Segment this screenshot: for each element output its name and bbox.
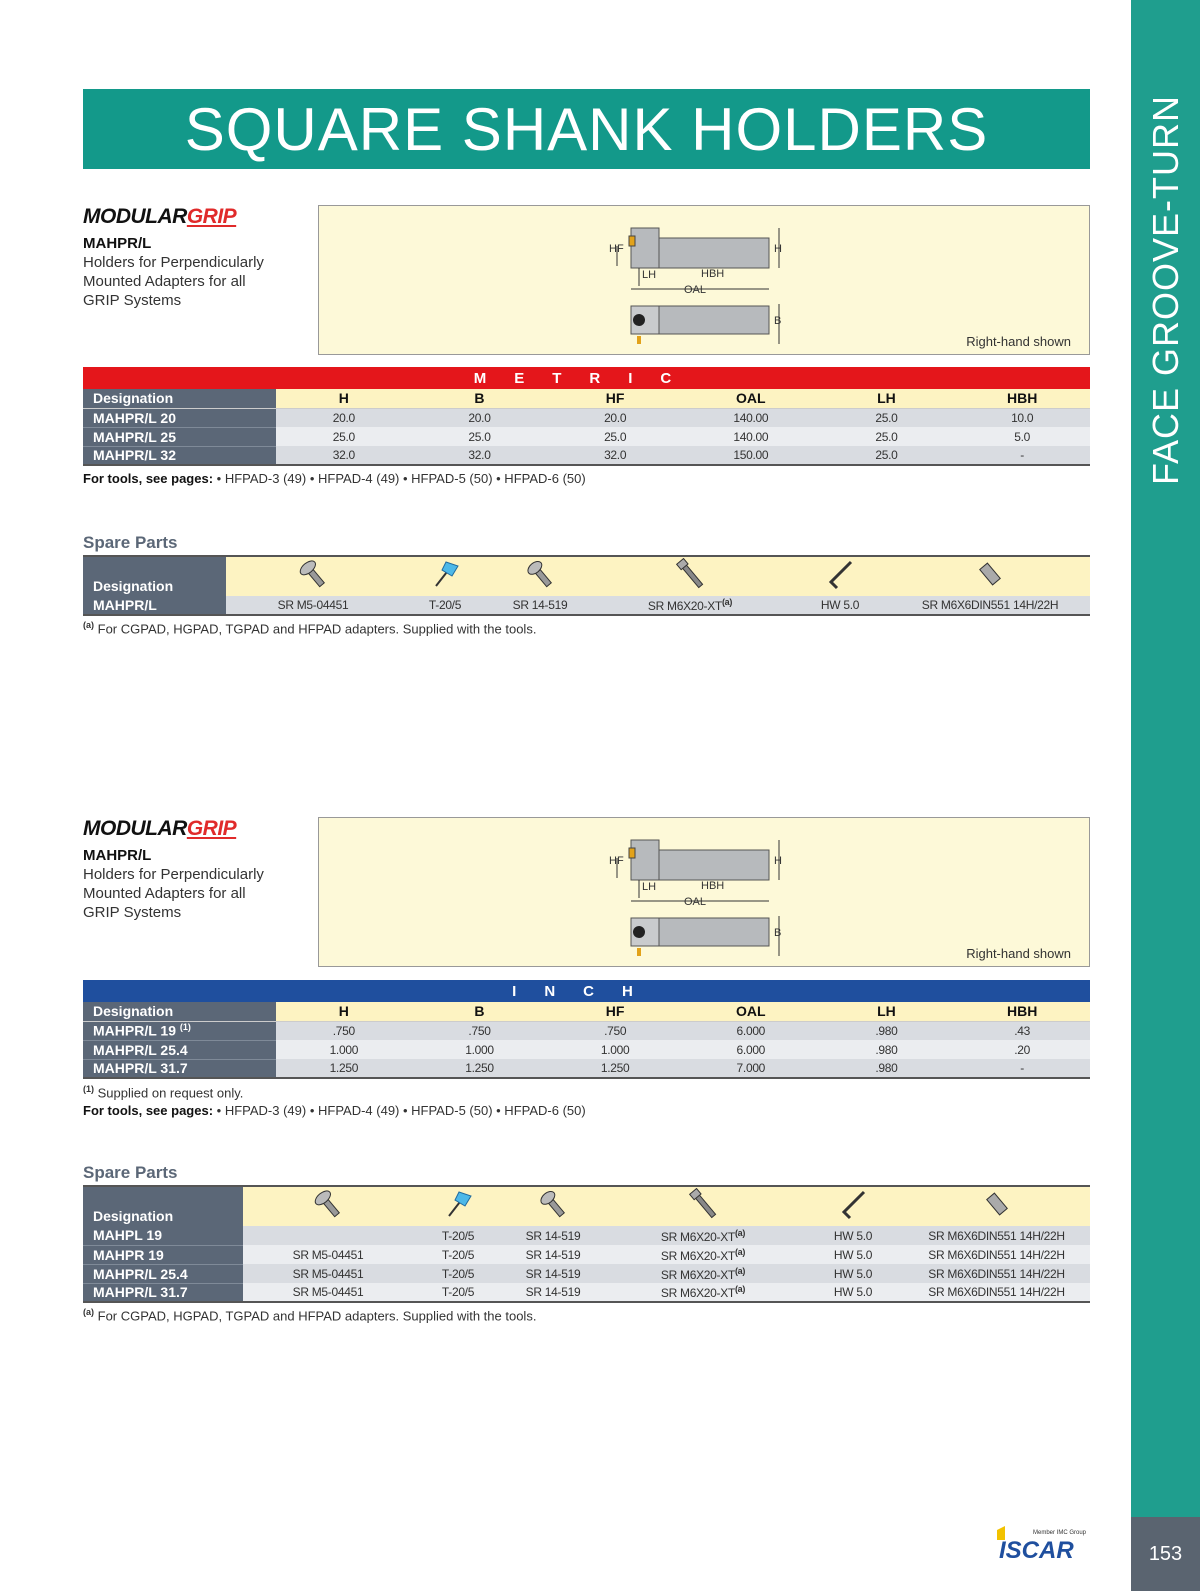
svg-text:H: H: [774, 855, 782, 867]
modular-grip-logo: MODULARGRIP: [83, 817, 237, 840]
col-lh: LH: [819, 1002, 955, 1021]
right-hand-note: Right-hand shown: [966, 946, 1071, 961]
product-description: Holders for Perpendicularly Mounted Adapters for all GRIP Systems: [83, 254, 264, 309]
page-title: SQUARE SHANK HOLDERS: [83, 89, 1090, 169]
col-hf: HF: [547, 389, 683, 408]
iscar-logo: [997, 1526, 1091, 1562]
torx-key-icon: [413, 1186, 503, 1226]
product-name: MAHPR/L: [83, 847, 152, 864]
svg-text:HF: HF: [609, 855, 624, 867]
tools-reference: For tools, see pages: • HFPAD-3 (49) • HFPAD-4 (49) • HFPAD-5 (50) • HFPAD-6 (50): [83, 1103, 586, 1119]
hex-wrench-icon: [790, 556, 890, 596]
svg-text:H: H: [774, 243, 782, 255]
svg-text:LH: LH: [642, 269, 657, 281]
table-row: MAHPR/L 31.7 SR M5-04451 T-20/5 SR 14-519 SR M6X20-XT$^{(a)}$ HW 5.0 SR M6X6DIN551 14H/22H: [83, 1283, 1090, 1302]
svg-text:LH: LH: [642, 881, 657, 893]
spare-col-designation: Designation: [83, 556, 226, 596]
col-oal: OAL: [683, 1002, 819, 1021]
svg-text:HF: HF: [609, 243, 624, 255]
col-b: B: [412, 1002, 548, 1021]
col-oal: OAL: [683, 389, 819, 408]
metric-band: METRIC: [83, 367, 1090, 389]
torx-key-icon: [400, 556, 490, 596]
svg-text:HBH: HBH: [701, 880, 725, 892]
clamp-screw-icon: [490, 556, 590, 596]
table-row: MAHPR/L 31.7 1.250 1.250 1.250 7.000 .980 -: [83, 1059, 1090, 1078]
brand-tagline: Member IMC Group: [1033, 1530, 1087, 1536]
col-hf: HF: [547, 1002, 683, 1021]
col-b: B: [412, 389, 548, 408]
svg-text:OAL: OAL: [684, 284, 707, 296]
spare-parts-title: Spare Parts: [83, 1163, 178, 1182]
set-screw-icon: [903, 1186, 1090, 1226]
table-row: MAHPR/L 20 20.0 20.0 20.0 140.00 25.0 10.0: [83, 408, 1090, 427]
side-label: FACE GROOVE-TURN: [1144, 94, 1186, 486]
metric-table: [83, 367, 1090, 486]
screw-icon: [226, 556, 400, 596]
inch-band: INCH: [83, 980, 1090, 1002]
col-hbh: HBH: [954, 1002, 1090, 1021]
screw-icon: [243, 1186, 413, 1226]
spare-note: $^{(a)}$ For CGPAD, HGPAD, TGPAD and HFPAD adapters. Supplied with the tools.: [83, 620, 537, 637]
inch-product-header: [83, 817, 1090, 967]
svg-text:OAL: OAL: [684, 896, 707, 908]
spare-note: $^{(a)}$ For CGPAD, HGPAD, TGPAD and HFPAD adapters. Supplied with the tools.: [83, 1307, 537, 1324]
table-row: MAHPR/L 19 $^{(1)}$ .750 .750 .750 6.000 .980 .43: [83, 1021, 1090, 1040]
right-hand-note: Right-hand shown: [966, 334, 1071, 349]
tools-reference: For tools, see pages: • HFPAD-3 (49) • HFPAD-4 (49) • HFPAD-5 (50) • HFPAD-6 (50): [83, 471, 586, 486]
col-hbh: HBH: [954, 389, 1090, 408]
svg-text:ISCAR: ISCAR: [999, 1537, 1074, 1562]
col-lh: LH: [819, 389, 955, 408]
product-name: MAHPR/L: [83, 235, 152, 252]
set-screw-icon: [890, 556, 1090, 596]
col-designation: Designation: [83, 389, 276, 408]
inch-spare-parts: [83, 1163, 1090, 1323]
spare-parts-title: Spare Parts: [83, 533, 178, 552]
modular-grip-logo: MODULARGRIP: [83, 205, 237, 228]
bolt-icon: [590, 556, 790, 596]
table-row: MAHPR 19 SR M5-04451 T-20/5 SR 14-519 SR M6X20-XT$^{(a)}$ HW 5.0 SR M6X6DIN551 14H/22H: [83, 1245, 1090, 1264]
svg-text:HBH: HBH: [701, 268, 725, 280]
spare-col-designation: Designation: [83, 1186, 243, 1226]
table-row: MAHPL 19 T-20/5 SR 14-519 SR M6X20-XT$^{(a)}$ HW 5.0 SR M6X6DIN551 14H/22H: [83, 1226, 1090, 1245]
holder-diagram: [318, 817, 1090, 967]
page-number: 153: [1131, 1517, 1200, 1591]
bolt-icon: [603, 1186, 803, 1226]
inch-table: [83, 980, 1090, 1118]
clamp-screw-icon: [503, 1186, 603, 1226]
col-h: H: [276, 389, 412, 408]
footnote: $^{(1)}$ Supplied on request only.: [83, 1084, 244, 1101]
metric-spare-parts: [83, 533, 1090, 636]
holder-diagram: [318, 205, 1090, 355]
table-row: MAHPR/L 25.4 SR M5-04451 T-20/5 SR 14-519 SR M6X20-XT$^{(a)}$ HW 5.0 SR M6X6DIN551 14H/22H: [83, 1264, 1090, 1283]
table-row: MAHPR/L 25.4 1.000 1.000 1.000 6.000 .980 .20: [83, 1040, 1090, 1059]
table-row: MAHPR/L SR M5-04451 T-20/5 SR 14-519 SR M6X20-XT$^{(a)}$ HW 5.0 SR M6X6DIN551 14H/22H: [83, 596, 1090, 615]
hex-wrench-icon: [803, 1186, 903, 1226]
svg-text:B: B: [774, 927, 782, 939]
table-row: MAHPR/L 25 25.0 25.0 25.0 140.00 25.0 5.0: [83, 427, 1090, 446]
metric-product-header: [83, 205, 1090, 355]
col-designation: Designation: [83, 1002, 276, 1021]
col-h: H: [276, 1002, 412, 1021]
product-description: Holders for Perpendicularly Mounted Adapters for all GRIP Systems: [83, 866, 264, 921]
table-row: MAHPR/L 32 32.0 32.0 32.0 150.00 25.0 -: [83, 446, 1090, 465]
svg-text:B: B: [774, 315, 782, 327]
